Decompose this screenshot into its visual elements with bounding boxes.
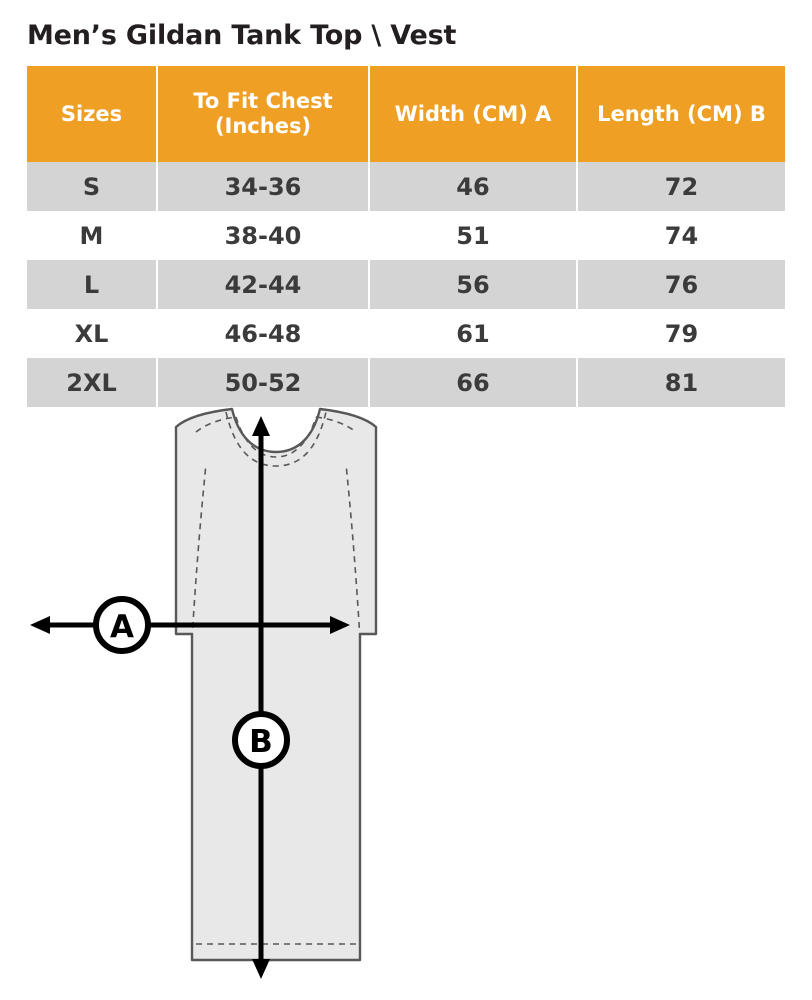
size-table-container [27, 66, 785, 407]
table-row [27, 260, 785, 309]
cell-size: L [27, 260, 157, 309]
table-row [27, 358, 785, 407]
cell-size: S [27, 162, 157, 211]
width-marker-label: A [110, 609, 134, 645]
page-title: Men’s Gildan Tank Top \ Vest [27, 20, 457, 51]
cell-length: 79 [577, 309, 785, 358]
cell-width: 56 [369, 260, 577, 309]
garment-outline [176, 409, 376, 960]
cell-chest: 42-44 [157, 260, 369, 309]
table-row [27, 211, 785, 260]
cell-length: 81 [577, 358, 785, 407]
column-header-width: Width (CM) A [369, 66, 577, 162]
cell-width: 51 [369, 211, 577, 260]
table-row [27, 309, 785, 358]
cell-chest: 46-48 [157, 309, 369, 358]
size-table [27, 66, 785, 407]
table-header-row [27, 66, 785, 162]
column-header-to-fit-chest: To Fit Chest (Inches) [157, 66, 369, 162]
cell-length: 72 [577, 162, 785, 211]
cell-width: 61 [369, 309, 577, 358]
tank-top-illustration [176, 409, 376, 960]
cell-chest: 50-52 [157, 358, 369, 407]
cell-size: 2XL [27, 358, 157, 407]
cell-size: XL [27, 309, 157, 358]
column-header-sizes: Sizes [27, 66, 157, 162]
cell-size: M [27, 211, 157, 260]
cell-chest: 34-36 [157, 162, 369, 211]
column-header-length: Length (CM) B [577, 66, 785, 162]
table-row [27, 162, 785, 211]
cell-width: 46 [369, 162, 577, 211]
cell-chest: 38-40 [157, 211, 369, 260]
length-marker-label: B [249, 724, 273, 760]
garment-diagram [0, 404, 812, 1000]
cell-length: 76 [577, 260, 785, 309]
cell-length: 74 [577, 211, 785, 260]
cell-width: 66 [369, 358, 577, 407]
